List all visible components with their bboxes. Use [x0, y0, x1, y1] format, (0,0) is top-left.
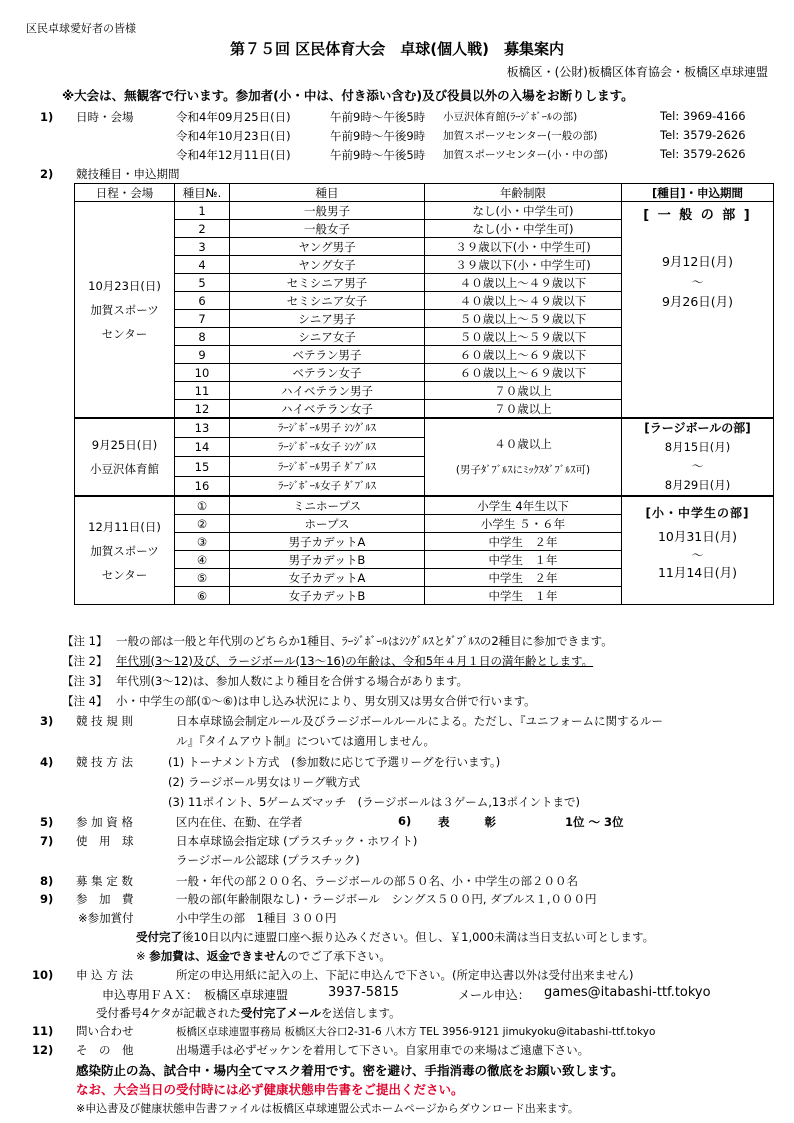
- venue-line: センター: [101, 567, 148, 582]
- section-8-number: 8): [40, 874, 54, 888]
- period-tilde: ～: [691, 548, 704, 562]
- event-name: ベテラン男子: [230, 346, 425, 364]
- period-start: 8月15日(月): [664, 440, 731, 454]
- event-number: 4: [175, 256, 230, 274]
- mail-note: [96, 1005, 401, 1021]
- venue-cell-junior: [75, 496, 175, 605]
- event-number: 8: [175, 328, 230, 346]
- table-header: 種目№.: [175, 184, 230, 202]
- schedule-tel: Tel: 3969-4166: [660, 109, 746, 123]
- mail-note-text: を送信します。: [321, 1006, 401, 1020]
- note-tag: 【注 2】: [62, 654, 108, 668]
- event-name: セミシニア男子: [230, 274, 425, 292]
- table-header: 年齢制限: [425, 184, 622, 202]
- schedule-venue: 小豆沢体育館(ﾗｰｼﾞﾎﾞｰﾙの部): [443, 111, 578, 123]
- section-3-label: 競 技 規 則: [76, 714, 133, 728]
- section-2-number: 2): [40, 167, 54, 181]
- contact-info: 板橋区卓球連盟事務局 板橋区大谷口2-31-6 八木方 TEL 3956-9121 jimukyoku@itabashi-ttf.tokyo: [176, 1026, 656, 1038]
- event-number: 12: [175, 400, 230, 419]
- note-text: 年代別(3～12)は、参加人数により種目を合併する場合があります。: [116, 674, 468, 688]
- awards: 1位 ～ 3位: [565, 815, 624, 829]
- schedule-tel: Tel: 3579-2626: [660, 147, 746, 161]
- event-number: ③: [175, 533, 230, 551]
- event-name: 一般女子: [230, 220, 425, 238]
- event-number: 5: [175, 274, 230, 292]
- refund-note: [136, 948, 391, 964]
- method-line: (1) トーナメント方式 (参加数に応じて予選リーグを行います。): [168, 755, 501, 769]
- payment-text: 後10日以内に連盟口座へ振り込みください。但し、￥1,000未満は当日支払い可とします。: [182, 930, 655, 944]
- section-11-label: 問い合わせ: [76, 1024, 134, 1038]
- age-limit: 中学生 １年: [425, 551, 622, 569]
- age-limit: ６０歳以上～６９歳以下: [425, 346, 622, 364]
- event-name: 一般男子: [230, 202, 425, 220]
- section-10-label: 申 込 方 法: [76, 968, 133, 982]
- event-number: 6: [175, 292, 230, 310]
- schedule-date: 令和4年12月11日(日): [176, 148, 291, 162]
- section-5-number: 5): [40, 815, 54, 829]
- period-heading: [小・中学生の部]: [645, 506, 750, 520]
- venue-line: 加賀スポーツ: [90, 302, 159, 317]
- period-start: 10月31日(月): [657, 529, 738, 544]
- period-start: 9月12日(月): [661, 254, 734, 269]
- event-name: ﾗｰｼﾞﾎﾞｰﾙ女子 ｼﾝｸﾞﾙｽ: [230, 438, 425, 457]
- age-limit: ３９歳以下(小・中学生可): [425, 256, 622, 274]
- event-number: 11: [175, 382, 230, 400]
- schedule-date: 令和4年09月25日(日): [176, 110, 291, 124]
- venue-line: センター: [101, 326, 148, 341]
- table-header: 日程・会場: [75, 184, 175, 202]
- section-9-label: 参 加 費: [76, 892, 134, 906]
- section-11-number: 11): [32, 1024, 54, 1038]
- event-number: 7: [175, 310, 230, 328]
- payment-bold: 受付完了: [136, 930, 182, 944]
- event-name: ﾗｰｼﾞﾎﾞｰﾙ男子 ｼﾝｸﾞﾙｽ: [230, 418, 425, 438]
- age-limit: ７０歳以上: [425, 400, 622, 419]
- event-number: 15: [175, 457, 230, 476]
- age-limit: 中学生 ２年: [425, 569, 622, 587]
- note-tag: 【注 3】: [62, 674, 108, 688]
- schedule-time: 午前9時～午後5時: [330, 110, 426, 124]
- event-name: 女子カデットA: [230, 569, 425, 587]
- period-heading: [ 一 般 の 部 ]: [643, 208, 752, 223]
- event-name: セミシニア女子: [230, 292, 425, 310]
- payment-note: [136, 929, 654, 945]
- mail-note-text: 受付番号4ケタが記載された: [96, 1006, 241, 1020]
- venue-line: 10月23日(日): [88, 278, 161, 293]
- event-number: 13: [175, 418, 230, 438]
- table-row: [75, 202, 774, 220]
- section-2-label: 競技種目・申込期間: [76, 167, 180, 181]
- event-name: 女子カデットB: [230, 587, 425, 605]
- schedule-tel: Tel: 3579-2626: [660, 128, 746, 142]
- venue-line: 12月11日(日): [88, 519, 161, 534]
- event-name: ﾗｰｼﾞﾎﾞｰﾙ女子 ﾀﾞﾌﾞﾙｽ: [230, 476, 425, 496]
- age-limit: 小学生 4年生以下: [425, 496, 622, 515]
- ball-line: 日本卓球協会指定球 (プラスチック・ホワイト): [176, 834, 418, 848]
- period-end: 11月14日(月): [657, 565, 738, 580]
- event-name: 男子カデットA: [230, 533, 425, 551]
- section-12-label: そ の 他: [76, 1043, 134, 1057]
- eligibility: 区内在住、在勤、在学者: [176, 815, 303, 829]
- event-number: 2: [175, 220, 230, 238]
- event-name: ハイベテラン女子: [230, 400, 425, 419]
- health-form-warning: なお、大会当日の受付時には必ず健康状態申告書をご提出ください。: [76, 1082, 464, 1097]
- age-limit: ３９歳以下(小・中学生可): [425, 238, 622, 256]
- age-limit: 中学生 ２年: [425, 533, 622, 551]
- event-number: ⑤: [175, 569, 230, 587]
- event-number: ④: [175, 551, 230, 569]
- age-limit: ４０歳以上～４９歳以下: [425, 274, 622, 292]
- fee-junior: 小中学生の部 1種目 ３００円: [176, 911, 337, 925]
- period-cell-large-ball: [622, 418, 774, 496]
- age-limit: ４０歳以上～４９歳以下: [425, 292, 622, 310]
- note-tag: 【注 1】: [62, 634, 108, 648]
- note-text: 一般の部は一般と年代別のどちらか1種目、ﾗｰｼﾞﾎﾞｰﾙはｼﾝｸﾞﾙｽとﾀﾞﾌﾞﾙｽの2種目に参加できます。: [116, 634, 613, 648]
- event-name: 男子カデットB: [230, 551, 425, 569]
- section-10-number: 10): [32, 968, 54, 982]
- section-1-label: 日時・会場: [76, 110, 134, 124]
- rules-line: ル』『タイムアウト制』については適用しません。: [176, 734, 435, 748]
- schedule-date: 令和4年10月23日(日): [176, 129, 291, 143]
- notice: ※大会は、無観客で行います。参加者(小・中は、付き添い含む)及び役員以外の入場をお断りします。: [62, 88, 634, 103]
- period-end: 8月29日(月): [664, 478, 731, 492]
- venue-line: 小豆沢体育館: [90, 462, 159, 476]
- mail-note-bold: 受付完了メール: [240, 1006, 322, 1020]
- venue-line: 9月25日(日): [91, 438, 158, 452]
- section-12-number: 12): [32, 1043, 54, 1057]
- mail-label: メール申込：: [458, 988, 530, 1002]
- event-number: ②: [175, 515, 230, 533]
- event-name: ヤング男子: [230, 238, 425, 256]
- event-number: 16: [175, 476, 230, 496]
- event-number: ①: [175, 496, 230, 515]
- event-name: ヤング女子: [230, 256, 425, 274]
- organizers: 板橋区・(公財)板橋区体育協会・板橋区卓球連盟: [506, 65, 768, 79]
- method-line: (2) ラージボール男女はリーグ戦方式: [168, 775, 360, 789]
- fee-sub-label: ※参加賞付: [78, 911, 134, 925]
- refund-mark: ※: [136, 949, 146, 963]
- events-table: [74, 183, 774, 605]
- section-6-number: 6): [398, 814, 412, 828]
- period-cell-general: [622, 202, 774, 419]
- fax-label: 申込専用ＦＡＸ： 板橋区卓球連盟: [102, 988, 289, 1002]
- age-limit: なし(小・中学生可): [425, 202, 622, 220]
- section-6-label: 表 彰: [438, 815, 500, 829]
- refund-text: のでご了承下さい。: [287, 949, 391, 963]
- age-limit: 中学生 １年: [425, 587, 622, 605]
- event-name: ベテラン女子: [230, 364, 425, 382]
- schedule-time: 午前9時～午後9時: [330, 129, 426, 143]
- period-end: 9月26日(月): [661, 294, 734, 309]
- period-tilde: ～: [691, 275, 704, 289]
- table-row: [75, 418, 774, 438]
- event-number: 1: [175, 202, 230, 220]
- section-1-number: 1): [40, 110, 54, 124]
- note-text: 年代別(3～12)及び、ラージボール(13～16)の年齢は、令和5年４月１日の満年齢とします。: [116, 654, 594, 668]
- age-limit: 小学生 ５・６年: [425, 515, 622, 533]
- venue-line: 加賀スポーツ: [90, 543, 159, 558]
- table-header: [種目]・申込期間: [622, 184, 774, 202]
- event-name: ミニホープス: [230, 496, 425, 515]
- section-4-label: 競 技 方 法: [76, 755, 133, 769]
- event-name: ハイベテラン男子: [230, 382, 425, 400]
- apply-method: 所定の申込用紙に記入の上、下記に申込んで下さい。(所定申込書以外は受付出来ません): [176, 968, 634, 982]
- event-number: 14: [175, 438, 230, 457]
- schedule-venue: 加賀スポーツセンター(小・中の部): [443, 149, 608, 161]
- age-limit: ６０歳以上～６９歳以下: [425, 364, 622, 382]
- section-5-label: 参 加 資 格: [76, 815, 133, 829]
- rules-line: 日本卓球協会制定ルール及びラージボールルールによる。ただし、『ユニフォームに関するルー: [176, 714, 663, 728]
- fee-general: 一般の部(年齢制限なし)・ラージボール シングス５００円, ダブルス１,０００円: [176, 892, 597, 906]
- greeting: 区民卓球愛好者の皆様: [26, 22, 136, 35]
- period-heading: [ラージボールの部]: [644, 421, 751, 435]
- schedule-venue: 加賀スポーツセンター(一般の部): [443, 130, 598, 142]
- age-limit-line: (男子ﾀﾞﾌﾞﾙｽにﾐｯｸｽﾀﾞﾌﾞﾙｽ可): [455, 464, 591, 476]
- event-number: 3: [175, 238, 230, 256]
- age-limit: なし(小・中学生可): [425, 220, 622, 238]
- period-cell-junior: [622, 496, 774, 605]
- other-info: 出場選手は必ずゼッケンを着用して下さい。自家用車での来場はご遠慮下さい。: [176, 1043, 590, 1057]
- event-name: シニア女子: [230, 328, 425, 346]
- method-line: (3) 11ポイント、5ゲームズマッチ (ラージボールは３ゲーム,13ポイントまで): [168, 795, 580, 809]
- venue-cell-large-ball: [75, 418, 175, 496]
- capacity: 一般・年代の部２００名、ラージボールの部５０名、小・中学生の部２００名: [176, 874, 579, 888]
- venue-cell-general: [75, 202, 175, 419]
- section-4-number: 4): [40, 755, 54, 769]
- note-tag: 【注 4】: [62, 694, 108, 708]
- section-9-number: 9): [40, 892, 54, 906]
- section-7-number: 7): [40, 834, 54, 848]
- section-7-label: 使 用 球: [76, 834, 134, 848]
- age-limit: ７０歳以上: [425, 382, 622, 400]
- schedule-time: 午前9時～午後5時: [330, 148, 426, 162]
- section-8-label: 募 集 定 数: [76, 874, 133, 888]
- table-header-row: [75, 184, 774, 202]
- mail-address[interactable]: games@itabashi-ttf.tokyo: [544, 985, 711, 1000]
- age-limit: ５０歳以上～５９歳以下: [425, 310, 622, 328]
- page-title: 第７５回 区民体育大会 卓球(個人戦) 募集案内: [230, 40, 564, 58]
- event-name: ホープス: [230, 515, 425, 533]
- table-row: [75, 496, 774, 515]
- event-number: 10: [175, 364, 230, 382]
- event-number: ⑥: [175, 587, 230, 605]
- table-header: 種目: [230, 184, 425, 202]
- age-limit-large-ball: [425, 418, 622, 496]
- infection-warning: 感染防止の為、試合中・場内全てマスク着用です。密を避け、手指消毒の徹底をお願い致します。: [76, 1063, 624, 1078]
- section-3-number: 3): [40, 714, 54, 728]
- fax-number: 3937-5815: [328, 985, 399, 1000]
- event-name: シニア男子: [230, 310, 425, 328]
- period-tilde: ～: [691, 459, 704, 473]
- event-name: ﾗｰｼﾞﾎﾞｰﾙ男子 ﾀﾞﾌﾞﾙｽ: [230, 457, 425, 476]
- footer-note: ※申込書及び健康状態申告書ファイルは板橋区卓球連盟公式ホームページからダウンロード出来ます。: [76, 1102, 579, 1115]
- event-number: 9: [175, 346, 230, 364]
- ball-line: ラージボール公認球 (プラスチック): [176, 853, 360, 867]
- note-text: 小・中学生の部(①～⑥)は申し込み状況により、男女別又は男女合併で行います。: [116, 694, 536, 708]
- refund-bold: 参加費は、返金できません: [149, 949, 288, 963]
- age-limit: ５０歳以上～５９歳以下: [425, 328, 622, 346]
- age-limit-line: ４０歳以上: [494, 437, 552, 451]
